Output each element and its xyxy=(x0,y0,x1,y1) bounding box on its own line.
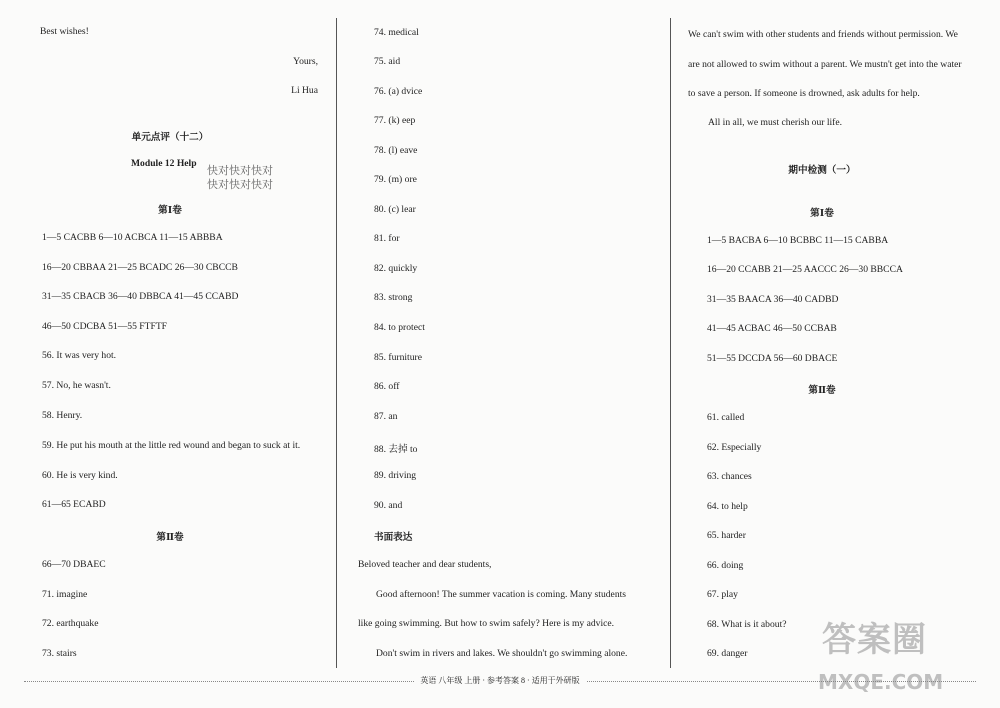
exam-title: 期中检测（一） xyxy=(788,165,856,176)
answer-line: 81. for xyxy=(374,233,400,244)
answer-line: 46—50 CDCBA 51—55 FTFTF xyxy=(42,321,168,332)
footer-text: 英语 八年级 上册 · 参考答案 8 · 适用于外研版 xyxy=(414,676,585,685)
answer-line: 66. doing xyxy=(707,560,744,571)
answer-line: 74. medical xyxy=(374,27,419,38)
section-1-heading: 第Ⅰ卷 xyxy=(810,208,834,219)
stamp-line-2: 快对快对快对 xyxy=(207,178,273,191)
answer-line: 85. furniture xyxy=(374,352,422,363)
stamp-line-1: 快对快对快对 xyxy=(207,164,273,177)
answer-line: 80. (c) lear xyxy=(374,204,416,215)
essay-line: All in all, we must cherish our life. xyxy=(708,117,843,128)
section-1-heading: 第Ⅰ卷 xyxy=(158,205,182,216)
essay-line: We can't swim with other students and friends without permission. We xyxy=(688,29,958,40)
answer-line: 51—55 DCCDA 56—60 DBACE xyxy=(707,353,838,364)
answer-line: 16—20 CBBAA 21—25 BCADC 26—30 CBCCB xyxy=(42,262,238,273)
answer-line: 88. 去掉 to xyxy=(374,444,418,455)
column-divider xyxy=(670,18,671,668)
answer-line: 56. It was very hot. xyxy=(42,350,117,361)
answer-line: 90. and xyxy=(374,500,403,511)
stamp xyxy=(207,164,273,192)
answer-line: 78. (l) eave xyxy=(374,145,418,156)
module-title: Module 12 Help xyxy=(131,158,197,169)
yours: Yours, xyxy=(293,56,318,67)
essay-line: are not allowed to swim without a parent. We mustn't get into the water xyxy=(688,59,962,70)
answer-line: 75. aid xyxy=(374,56,401,67)
answer-line: 31—35 BAACA 36—40 CADBD xyxy=(707,294,839,305)
section-2-heading: 第Ⅱ卷 xyxy=(808,385,836,396)
answer-line: 87. an xyxy=(374,411,398,422)
left-column xyxy=(0,0,330,672)
answer-line: 69. danger xyxy=(707,648,748,659)
answer-line: 68. What is it about? xyxy=(707,619,787,630)
essay-line: Don't swim in rivers and lakes. We shouldn't go swimming alone. xyxy=(376,648,628,659)
answer-line: 61—65 ECABD xyxy=(42,499,106,510)
answer-line: 61. called xyxy=(707,412,745,423)
essay-line: to save a person. If someone is drowned, ask adults for help. xyxy=(688,88,920,99)
unit-title: 单元点评（十二） xyxy=(131,132,209,143)
answer-line: 59. He put his mouth at the little red wound and began to suck at it. xyxy=(42,440,301,451)
watermark-logo: 答案圈 xyxy=(822,620,927,660)
answer-line: 72. earthquake xyxy=(42,618,99,629)
answer-line: 77. (k) eep xyxy=(374,115,416,126)
answer-line: 89. driving xyxy=(374,470,417,481)
answer-line: 57. No, he wasn't. xyxy=(42,380,111,391)
answer-line: 16—20 CCABB 21—25 AACCC 26—30 BBCCA xyxy=(707,264,903,275)
closing: Best wishes! xyxy=(40,26,89,37)
answer-line: 86. off xyxy=(374,381,400,392)
section-2-heading: 第Ⅱ卷 xyxy=(156,532,184,543)
right-column xyxy=(680,0,1000,672)
answer-line: 60. He is very kind. xyxy=(42,470,118,481)
answer-line: 82. quickly xyxy=(374,263,418,274)
answer-line: 84. to protect xyxy=(374,322,425,333)
column-divider xyxy=(336,18,337,668)
answer-line: 31—35 CBACB 36—40 DBBCA 41—45 CCABD xyxy=(42,291,239,302)
answer-line: 67. play xyxy=(707,589,738,600)
answer-line: 79. (m) ore xyxy=(374,174,417,185)
answer-line: 73. stairs xyxy=(42,648,77,659)
answer-line: 63. chances xyxy=(707,471,752,482)
answer-line: 76. (a) dvice xyxy=(374,86,423,97)
essay-salutation: Beloved teacher and dear students, xyxy=(358,559,492,570)
signature: Li Hua xyxy=(291,85,318,96)
answer-line: 62. Especially xyxy=(707,442,762,453)
essay-line: like going swimming. But how to swim safely? Here is my advice. xyxy=(358,618,615,629)
answer-line: 65. harder xyxy=(707,530,746,541)
essay-line: Good afternoon! The summer vacation is coming. Many students xyxy=(376,589,627,600)
answer-line: 83. strong xyxy=(374,292,413,303)
watermark-url: MXQE.COM xyxy=(818,670,944,694)
middle-column xyxy=(342,0,668,672)
answer-line: 1—5 BACBA 6—10 BCBBC 11—15 CABBA xyxy=(707,235,889,246)
answer-line: 58. Henry. xyxy=(42,410,83,421)
answer-line: 64. to help xyxy=(707,501,748,512)
footer xyxy=(0,675,1000,686)
answer-line: 1—5 CACBB 6—10 ACBCA 11—15 ABBBA xyxy=(42,232,223,243)
answer-line: 71. imagine xyxy=(42,589,88,600)
answer-line: 66—70 DBAEC xyxy=(42,559,106,570)
answer-line: 41—45 ACBAC 46—50 CCBAB xyxy=(707,323,837,334)
writing-title: 书面表达 xyxy=(374,532,413,543)
